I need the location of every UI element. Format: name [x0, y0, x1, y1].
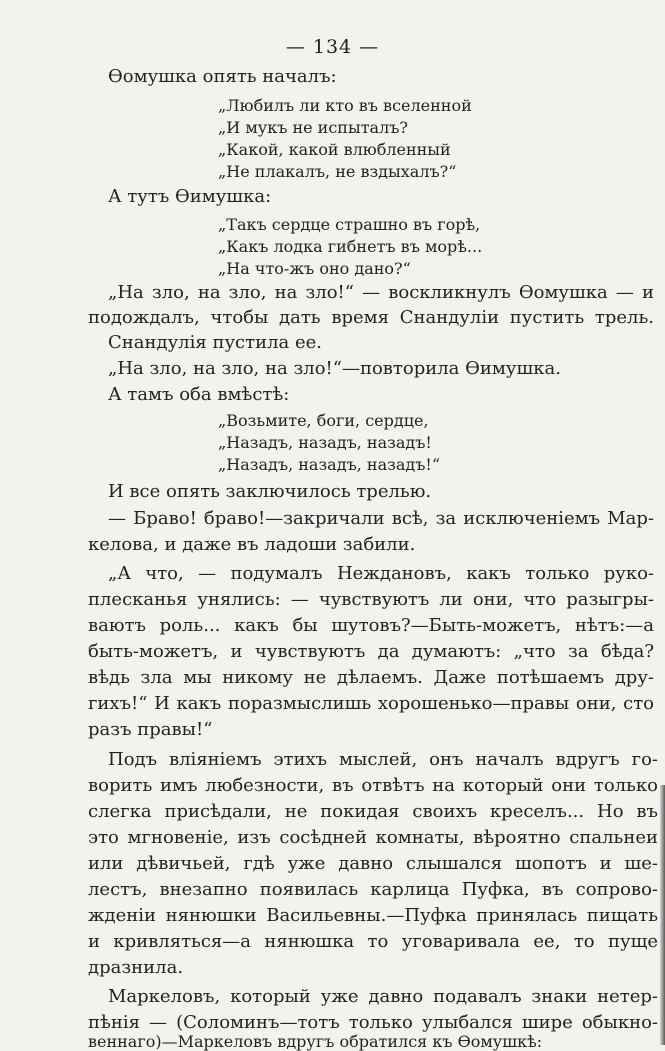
text-line: разъ правы!“	[88, 719, 213, 740]
verse-line: „И мукъ не испыталъ?	[218, 118, 409, 137]
text-line: Подъ влiянiемъ этихъ мыслей, онъ началъ вдругъ го-	[108, 749, 658, 770]
text-line: или дѣвичьей, гдѣ уже давно слышался шопотъ и ше-	[88, 853, 658, 874]
verse-line: „Назадъ, назадъ, назадъ!	[218, 433, 432, 452]
verse-line: „Такъ сердце страшно въ горѣ,	[218, 215, 481, 234]
verse-line: „Какой, какой влюбленный	[218, 140, 451, 159]
text-line: Өомушка опять началъ:	[108, 66, 337, 87]
text-line: лестъ, внезапно появилась карлица Пуфка, въ сопрово-	[88, 879, 658, 900]
text-line: плесканья унялись: — чувствуютъ ли они, что разыгры-	[88, 589, 654, 610]
verse-line: „Не плакалъ, не вздыхалъ?“	[218, 162, 457, 181]
verse-line: „Какъ лодка гибнетъ въ морѣ...	[218, 237, 483, 256]
text-line: вѣдь зла мы никому не дѣлаемъ. Даже потѣшаемъ дру-	[88, 667, 654, 688]
text-line: пѣнiя — (Соломинъ—тотъ только улыбался шире обыкно-	[88, 1012, 658, 1033]
text-line: „На зло, на зло, на зло!“—повторила Өимушка.	[108, 358, 561, 379]
text-line: жденiи нянюшки Васильевны.—Пуфка принялась пищать	[88, 905, 658, 926]
text-line: дразнила.	[88, 957, 184, 978]
text-line: И все опять заключилось трелью.	[108, 481, 432, 502]
text-line: А тамъ оба вмѣстѣ:	[108, 384, 290, 405]
verse-line: „Назадъ, назадъ, назадъ!“	[218, 455, 441, 474]
verse-line: „Возьмите, боги, сердце,	[218, 411, 429, 430]
page-edge-shadow	[660, 785, 665, 1045]
text-line: ворить имъ любезности, въ отвѣтъ на который они только	[88, 775, 658, 796]
text-line: гихъ!“ И какъ поразмыслишь хорошенько—правы они, сто	[88, 693, 654, 714]
text-line: Маркеловъ, который уже давно подавалъ знаки нетер-	[108, 986, 658, 1007]
text-line: веннаго)—Маркеловъ вдругъ обратился къ Өомушкѣ:	[88, 1032, 543, 1051]
text-line: слегка присѣдали, не покидая своихъ креселъ... Но въ	[88, 801, 658, 822]
text-line: „А что, — подумалъ Неждановъ, какъ только руко-	[108, 563, 654, 584]
text-line: „На зло, на зло, на зло!“ — воскликнулъ Өомушка — и	[108, 282, 654, 303]
text-line: А тутъ Өимушка:	[108, 186, 272, 207]
verse-line: „На что-жъ оно дано?“	[218, 259, 411, 278]
text-line: келова, и даже въ ладоши забили.	[88, 534, 416, 555]
text-line: ваютъ роль... какъ бы шутовъ?—Быть-можетъ, нѣтъ:—а	[88, 615, 654, 636]
text-line: — Браво! браво!—закричали всѣ, за исключенiемъ Мар-	[108, 508, 654, 529]
text-line: это мгновенiе, изъ сосѣдней комнаты, вѣроятно спальнеи	[88, 827, 658, 848]
page-number: — 134 —	[285, 36, 380, 58]
text-line: Снандулiя пустила ее.	[108, 332, 322, 353]
text-line: подождалъ, чтобы дать время Снандулiи пустить трель.	[88, 307, 654, 328]
verse-line: „Любилъ ли кто въ вселенной	[218, 96, 472, 115]
text-line: быть-можетъ, и чувствуютъ да думаютъ: „что за бѣда?	[88, 641, 654, 662]
text-line: и кривляться—а нянюшка то уговаривала ее, то пуще	[88, 931, 658, 952]
